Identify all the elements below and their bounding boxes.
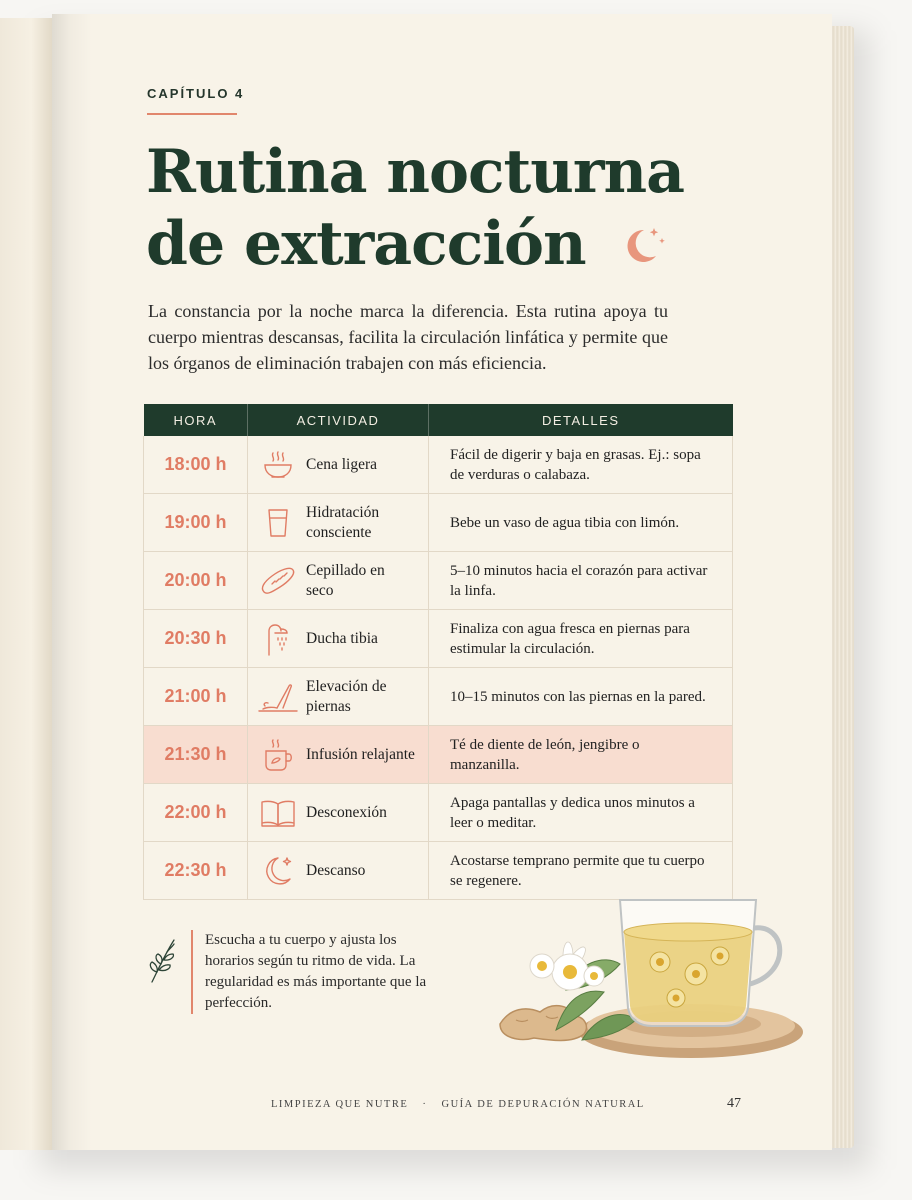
table-row bbox=[144, 668, 733, 726]
page-title bbox=[146, 136, 684, 280]
row-details: 10–15 minutos con las piernas en la pared. bbox=[450, 688, 706, 705]
row-activity: Desconexión bbox=[306, 803, 387, 821]
row-details: 5–10 minutos hacia el corazón para activar la linfa. bbox=[450, 562, 708, 599]
row-activity: Descanso bbox=[306, 861, 366, 879]
row-details: Fácil de digerir y baja en grasas. Ej.: sopa de verduras o calabaza. bbox=[450, 446, 701, 483]
row-details: Té de diente de león, jengibre o manzanilla. bbox=[450, 736, 640, 773]
running-footer bbox=[271, 1099, 645, 1110]
table-row-highlighted bbox=[144, 726, 733, 784]
table-row bbox=[144, 784, 733, 842]
table-row bbox=[144, 436, 733, 494]
left-page-edge bbox=[0, 18, 53, 1150]
crescent-moon-icon bbox=[616, 220, 668, 272]
title-line-2-text: de extracción bbox=[146, 209, 586, 279]
footer-separator: · bbox=[422, 1099, 428, 1110]
dry-brush-icon bbox=[254, 564, 302, 598]
table-row bbox=[144, 610, 733, 668]
routine-table bbox=[143, 404, 733, 900]
table-row bbox=[144, 552, 733, 610]
row-details: Apaga pantallas y dedica unos minutos a leer o meditar. bbox=[450, 794, 695, 831]
tea-illustration bbox=[486, 880, 806, 1080]
table-header-row bbox=[144, 404, 733, 436]
row-hour: 21:30 h bbox=[144, 726, 248, 784]
row-activity: Ducha tibia bbox=[306, 629, 378, 647]
moon-star-icon bbox=[254, 853, 302, 889]
shower-icon bbox=[254, 621, 302, 657]
row-hour: 20:00 h bbox=[144, 552, 248, 610]
intro-paragraph: La constancia por la noche marca la diferencia. Esta rutina apoya tu cuerpo mientras descansas, facilita la circulación linfática y permite que los órganos de eliminación trabajen con más eficiencia. bbox=[148, 301, 668, 373]
footer-book-title: LIMPIEZA QUE NUTRE bbox=[271, 1099, 409, 1110]
row-hour: 21:00 h bbox=[144, 668, 248, 726]
soup-bowl-icon bbox=[254, 449, 302, 481]
row-hour: 20:30 h bbox=[144, 610, 248, 668]
page-number: 47 bbox=[727, 1096, 741, 1111]
row-details: Bebe un vaso de agua tibia con limón. bbox=[450, 514, 680, 531]
row-hour: 22:30 h bbox=[144, 842, 248, 900]
row-activity: Cena ligera bbox=[306, 455, 378, 473]
header-actividad: ACTIVIDAD bbox=[248, 404, 429, 436]
title-line-1: Rutina nocturna bbox=[146, 137, 685, 207]
row-activity: Infusión relajante bbox=[306, 745, 415, 763]
legs-up-icon bbox=[254, 680, 302, 714]
table-row bbox=[144, 494, 733, 552]
row-activity: Hidratación consciente bbox=[306, 503, 380, 541]
row-activity: Cepillado en seco bbox=[306, 561, 385, 599]
row-details: Acostarse temprano permite que tu cuerpo se regenere. bbox=[450, 852, 705, 889]
chapter-underline bbox=[147, 113, 237, 115]
title-line-2 bbox=[146, 208, 684, 280]
tip-note: Escucha a tu cuerpo y ajusta los horarios según tu ritmo de vida. La regularidad es más importante que la perfección. bbox=[205, 932, 427, 1011]
row-hour: 22:00 h bbox=[144, 784, 248, 842]
header-hora: HORA bbox=[144, 404, 248, 436]
water-glass-icon bbox=[254, 506, 302, 540]
tip-accent-rule bbox=[191, 930, 193, 1014]
leaf-sprig-icon bbox=[146, 936, 178, 986]
header-detalles: DETALLES bbox=[429, 404, 733, 436]
row-activity: Elevación de piernas bbox=[306, 677, 387, 715]
footer-book-subtitle: GUÍA DE DEPURACIÓN NATURAL bbox=[441, 1099, 645, 1110]
chapter-label: CAPÍTULO 4 bbox=[147, 86, 245, 101]
row-hour: 19:00 h bbox=[144, 494, 248, 552]
row-hour: 18:00 h bbox=[144, 436, 248, 494]
row-details: Finaliza con agua fresca en piernas para estimular la circulación. bbox=[450, 620, 690, 657]
tea-cup-icon bbox=[254, 737, 302, 773]
open-book-icon bbox=[254, 798, 302, 828]
